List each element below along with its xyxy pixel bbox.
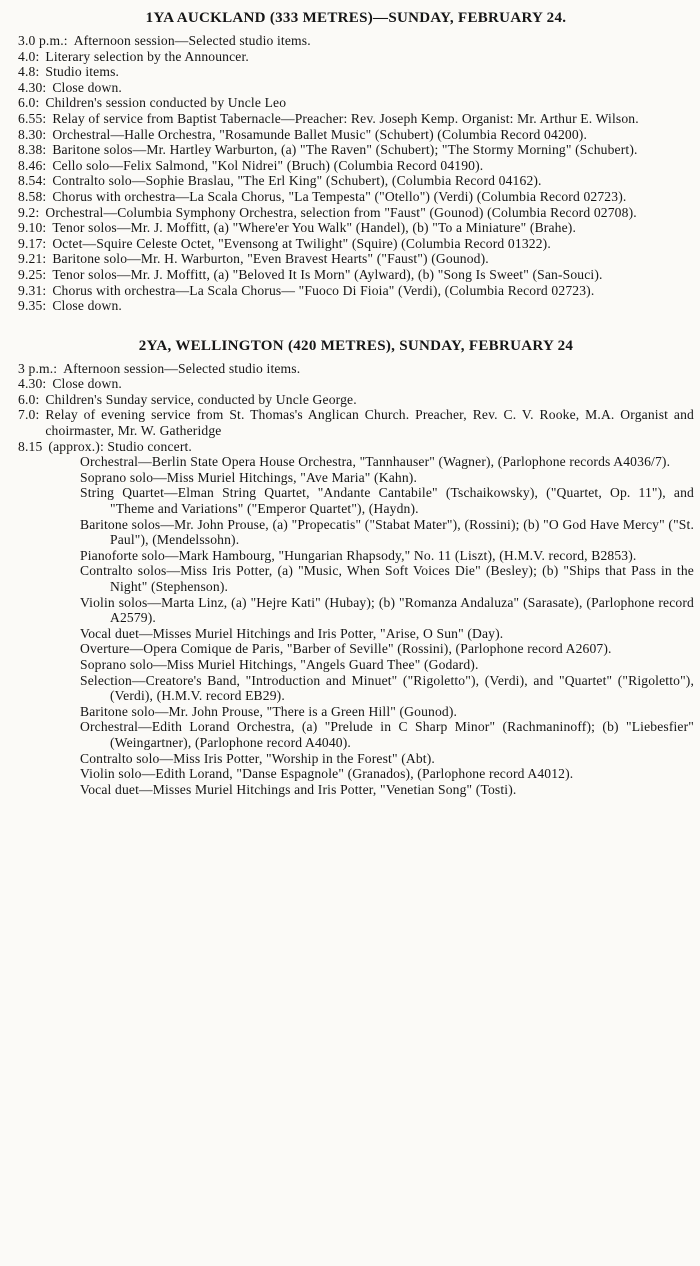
concert-item: Vocal duet—Misses Muriel Hitchings and Iris Potter, "Arise, O Sun" (Day). [80, 625, 504, 641]
program-list [18, 361, 694, 455]
program-entry [18, 267, 694, 283]
program-entry [18, 142, 694, 158]
entry-text: Baritone solo—Mr. H. Warburton, "Even Bravest Hearts" ("Faust") (Gounod). [52, 251, 489, 267]
program-entry [18, 158, 694, 174]
entry-time: 9.10: [18, 220, 47, 236]
entry-time: 9.25: [18, 266, 47, 282]
entry-time: 6.0: [18, 95, 40, 111]
section-2ya-wellington [18, 338, 694, 798]
program-entry [18, 33, 694, 49]
entry-text: Afternoon session—Selected studio items. [63, 360, 301, 376]
concert-item: Vocal duet—Misses Muriel Hitchings and Iris Potter, "Venetian Song" (Tosti). [80, 781, 517, 797]
entry-time: 4.30: [18, 79, 47, 95]
entry-time: 7.0: [18, 407, 40, 423]
section-divider-space [18, 314, 694, 332]
entry-time: 9.31: [18, 282, 47, 298]
section-heading: 2YA, WELLINGTON (420 METRES), SUNDAY, FEBRUARY 24 [138, 337, 574, 354]
entry-text: Children's Sunday service, conducted by Uncle George. [45, 391, 357, 407]
program-entry [18, 95, 694, 111]
program-entry [18, 251, 694, 267]
entry-text: Tenor solos—Mr. J. Moffitt, (a) "Beloved It Is Morn" (Aylward), (b) "Song Is Sweet" (San-Souci). [52, 266, 603, 282]
entry-time: 8.30: [18, 126, 47, 142]
program-list [18, 33, 694, 314]
program-entry [18, 173, 694, 189]
concert-item: Contralto solo—Miss Iris Potter, "Worship in the Forest" (Abt). [80, 750, 435, 766]
entry-time: 4.30: [18, 376, 47, 392]
concert-item: Violin solos—Marta Linz, (a) "Hejre Kati" (Hubay); (b) "Romanza Andaluza" (Sarasate), (Parlophone record A2579). [80, 594, 694, 626]
entry-time: 6.0: [18, 391, 40, 407]
entry-time: 3.0 p.m.: [18, 33, 68, 48]
program-entry [18, 407, 694, 438]
entry-time: 8.15 [18, 438, 43, 454]
entry-time: 8.38: [18, 142, 47, 158]
concert-item: Baritone solo—Mr. John Prouse, "There is a Green Hill" (Gounod). [80, 703, 458, 719]
concert-item: Overture—Opera Comique de Paris, "Barber of Seville" (Rossini), (Parlophone record A2607). [80, 641, 612, 657]
entry-text: (approx.): Studio concert. [48, 438, 192, 454]
section-1ya-auckland [18, 10, 694, 314]
program-entry [18, 205, 694, 221]
program-entry [18, 376, 694, 392]
program-entry [18, 111, 694, 127]
entry-text: Afternoon session—Selected studio items. [73, 33, 311, 48]
entry-text: Tenor solos—Mr. J. Moffitt, (a) "Where'er You Walk" (Handel), (b) "To a Miniature" (Brahe). [52, 220, 576, 236]
entry-text: Studio items. [45, 64, 120, 80]
entry-text: Orchestral—Columbia Symphony Orchestra, selection from "Faust" (Gounod) (Columbia Record 02708). [45, 204, 637, 220]
concert-item: Soprano solo—Miss Muriel Hitchings, "Angels Guard Thee" (Godard). [80, 656, 479, 672]
entry-text: Chorus with orchestra—La Scala Chorus, "La Tempesta" ("Otello") (Verdi) (Columbia Record 02723). [52, 188, 627, 204]
program-entry [18, 392, 694, 408]
entry-text: Chorus with orchestra—La Scala Chorus— "Fuoco Di Fioia" (Verdi), (Columbia Record 02723). [52, 282, 595, 298]
entry-text: Close down. [52, 298, 122, 314]
entry-time: 9.17: [18, 235, 47, 251]
concert-item: Orchestral—Berlin State Opera House Orchestra, "Tannhauser" (Wagner), (Parlophone records A4036/7). [80, 454, 671, 470]
program-entry [18, 127, 694, 143]
concert-item: Violin solo—Edith Lorand, "Danse Espagnole" (Granados), (Parlophone record A4012). [80, 766, 574, 782]
program-entry [18, 49, 694, 65]
entry-time: 8.54: [18, 173, 47, 189]
concert-item: Orchestral—Edith Lorand Orchestra, (a) "Prelude in C Sharp Minor" (Rachmaninoff); (b) "Liebesfier" (Weingartner), (Parlophone record A4040). [80, 719, 694, 750]
entry-text: Contralto solo—Sophie Braslau, "The Erl King" (Schubert), (Columbia Record 04162). [52, 173, 542, 189]
entry-time: 8.58: [18, 188, 47, 204]
program-entry [18, 361, 694, 377]
entry-time: 9.35: [18, 298, 47, 314]
program-entry [18, 80, 694, 96]
program-entry [18, 189, 694, 205]
program-entry [18, 236, 694, 252]
program-entry [18, 439, 694, 455]
concert-item: Contralto solos—Miss Iris Potter, (a) "Music, When Soft Voices Die" (Besley); (b) "Ships that Pass in the Night" (Stephenson). [80, 563, 694, 594]
entry-time: 9.2: [18, 204, 40, 220]
entry-text: Children's session conducted by Uncle Leo [45, 95, 287, 111]
program-entry [18, 298, 694, 314]
concert-item: Baritone solos—Mr. John Prouse, (a) "Propecatis" ("Stabat Mater"), (Rossini); (b) "O God Have Mercy" ("St. Paul"), (Mendelssohn). [80, 516, 694, 548]
entry-text: Close down. [52, 376, 122, 392]
entry-text: Relay of evening service from St. Thomas's Anglican Church. Preacher, Rev. C. V. Rooke, M.A. Organist and choirmaster, Mr. W. Gatheridge [45, 407, 694, 439]
program-entry [18, 220, 694, 236]
entry-time: 4.8: [18, 64, 40, 80]
entry-time: 4.0: [18, 48, 40, 64]
concert-item: Selection—Creatore's Band, "Introduction and Minuet" ("Rigoletto"), (Verdi), and "Quartet" ("Rigoletto"), (Verdi), (H.M.V. record EB29). [80, 672, 694, 704]
entry-text: Literary selection by the Announcer. [45, 48, 249, 64]
entry-text: Octet—Squire Celeste Octet, "Evensong at Twilight" (Squire) (Columbia Record 01322). [52, 235, 551, 251]
entry-text: Relay of service from Baptist Tabernacle—Preacher: Rev. Joseph Kemp. Organist: Mr. Arthur E. Wilson. [52, 110, 639, 126]
concert-program-list [18, 454, 694, 797]
entry-text: Cello solo—Felix Salmond, "Kol Nidrei" (Bruch) (Columbia Record 04190). [52, 157, 484, 173]
entry-time: 9.21: [18, 251, 47, 267]
entry-time: 8.46: [18, 157, 47, 173]
entry-text: Close down. [52, 79, 122, 95]
concert-item: String Quartet—Elman String Quartet, "Andante Cantabile" (Tschaikowsky), ("Quartet, Op. 11"), and "Theme and Variations" ("Emperor Quartet"), (Haydn). [80, 485, 694, 517]
program-entry [18, 64, 694, 80]
entry-text: Orchestral—Halle Orchestra, "Rosamunde Ballet Music" (Schubert) (Columbia Record 04200). [52, 126, 588, 142]
section-heading: 1YA AUCKLAND (333 METRES)—SUNDAY, FEBRUARY 24. [145, 10, 567, 26]
concert-item: Soprano solo—Miss Muriel Hitchings, "Ave Maria" (Kahn). [80, 469, 417, 485]
entry-time: 3 p.m.: [18, 360, 58, 376]
entry-text: Baritone solos—Mr. Hartley Warburton, (a) "The Raven" (Schubert); "The Stormy Morning" (Schubert). [52, 142, 638, 158]
entry-time: 6.55: [18, 110, 47, 126]
concert-item: Pianoforte solo—Mark Hambourg, "Hungarian Rhapsody," No. 11 (Liszt), (H.M.V. record, B2853). [80, 547, 637, 563]
program-entry [18, 283, 694, 299]
